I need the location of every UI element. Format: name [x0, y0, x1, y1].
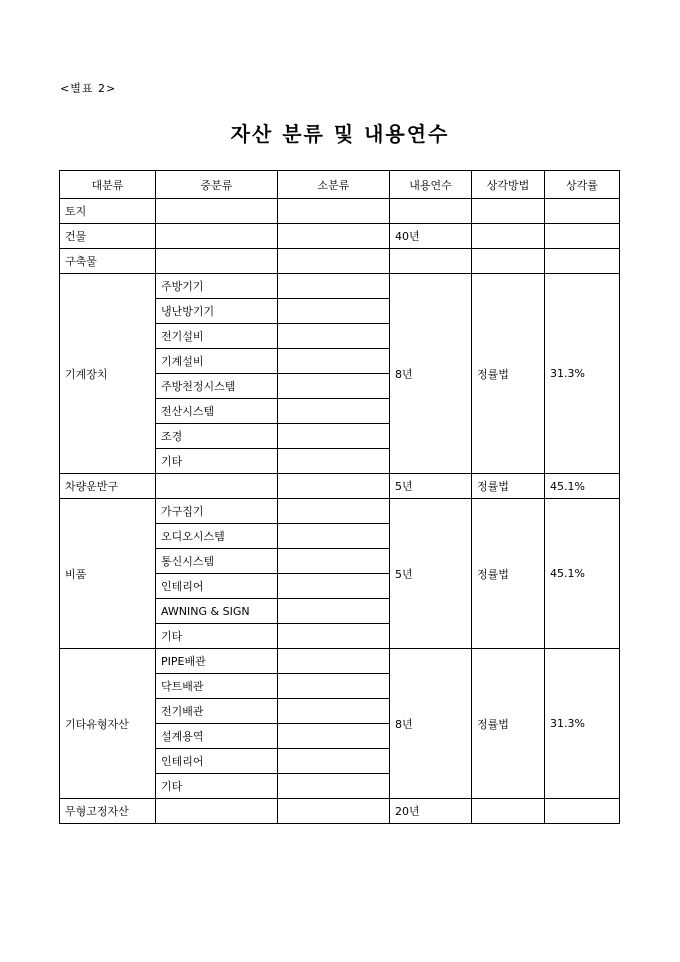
depreciation-rate: 31.3% [545, 649, 620, 799]
mid-category: 전기설비 [156, 324, 278, 349]
mid-category: 닥트배관 [156, 674, 278, 699]
header-mid: 중분류 [156, 171, 278, 199]
major-category: 건물 [60, 224, 156, 249]
header-depreciation-method: 상각방법 [472, 171, 545, 199]
depreciation-rate: 45.1% [545, 474, 620, 499]
mid-category: 주방기기 [156, 274, 278, 299]
table-row [60, 249, 620, 274]
mid-category: 설계용역 [156, 724, 278, 749]
mid-category: 조경 [156, 424, 278, 449]
table-row [60, 649, 620, 674]
useful-life: 20년 [390, 799, 472, 824]
mid-category: 통신시스템 [156, 549, 278, 574]
depreciation-method: 정률법 [472, 499, 545, 649]
useful-life: 8년 [390, 274, 472, 474]
mid-category: 인테리어 [156, 749, 278, 774]
major-category: 차량운반구 [60, 474, 156, 499]
header-major: 대분류 [60, 171, 156, 199]
major-category: 비품 [60, 499, 156, 649]
page-title: 자산 분류 및 내용연수 [230, 122, 450, 146]
table-row [60, 474, 620, 499]
useful-life: 8년 [390, 649, 472, 799]
mid-category: 기타 [156, 624, 278, 649]
depreciation-method: 정률법 [472, 274, 545, 474]
mid-category: 냉난방기기 [156, 299, 278, 324]
header-minor: 소분류 [278, 171, 390, 199]
table-row [60, 224, 620, 249]
mid-category: 전기배관 [156, 699, 278, 724]
mid-category: 기타 [156, 774, 278, 799]
header-depreciation-rate: 상각률 [545, 171, 620, 199]
table-row [60, 799, 620, 824]
header-row [60, 171, 620, 199]
useful-life: 5년 [390, 474, 472, 499]
mid-category: 전산시스템 [156, 399, 278, 424]
mid-category: 인테리어 [156, 574, 278, 599]
major-category: 무형고정자산 [60, 799, 156, 824]
depreciation-method: 정률법 [472, 474, 545, 499]
major-category: 구축물 [60, 249, 156, 274]
table-row [60, 199, 620, 224]
mid-category: 주방천정시스템 [156, 374, 278, 399]
major-category: 기계장치 [60, 274, 156, 474]
mid-category: 기타 [156, 449, 278, 474]
mid-category: 가구집기 [156, 499, 278, 524]
major-category: 토지 [60, 199, 156, 224]
table-row [60, 274, 620, 299]
depreciation-method: 정률법 [472, 649, 545, 799]
useful-life: 40년 [390, 224, 472, 249]
mid-category: PIPE배관 [156, 649, 278, 674]
depreciation-rate: 31.3% [545, 274, 620, 474]
major-category: 기타유형자산 [60, 649, 156, 799]
asset-classification-table [59, 170, 620, 824]
mid-category: 오디오시스템 [156, 524, 278, 549]
table-row [60, 499, 620, 524]
mid-category: 기계설비 [156, 349, 278, 374]
mid-category: AWNING & SIGN [156, 599, 278, 624]
annex-note: <별표 2> [60, 82, 117, 95]
useful-life: 5년 [390, 499, 472, 649]
depreciation-rate: 45.1% [545, 499, 620, 649]
header-useful-life: 내용연수 [390, 171, 472, 199]
